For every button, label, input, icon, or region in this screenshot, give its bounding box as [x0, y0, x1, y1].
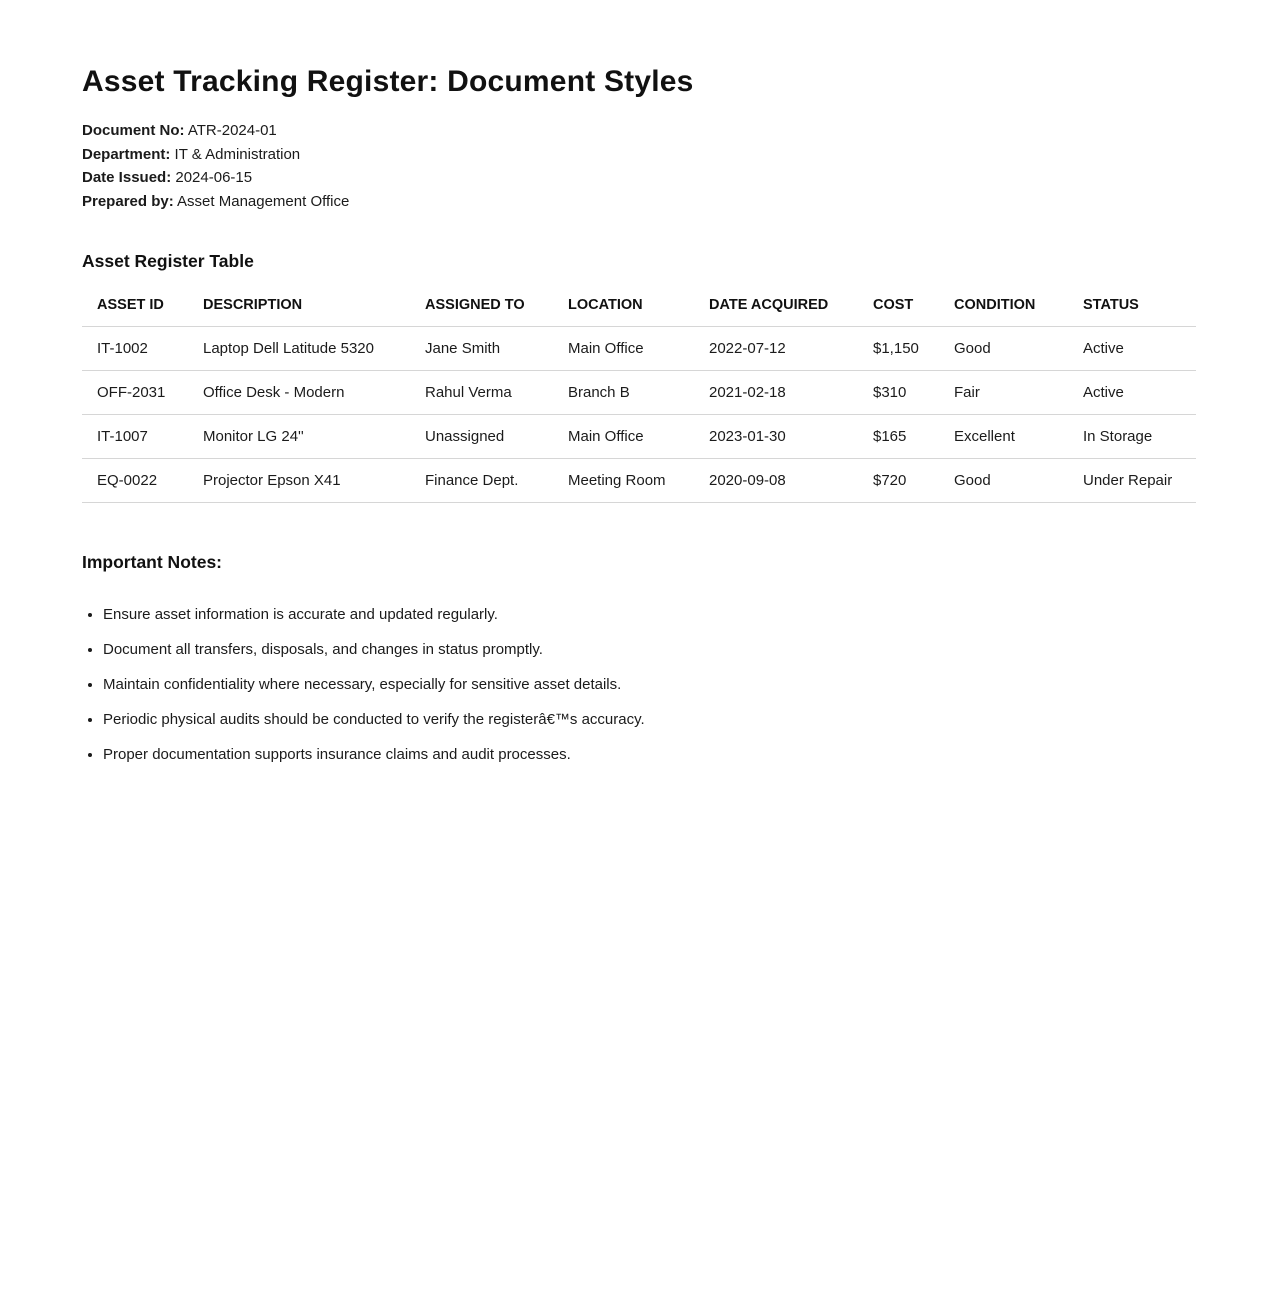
notes-list: [82, 605, 1196, 765]
cell-location: Main Office: [553, 415, 694, 459]
cell-assigned-to: Jane Smith: [410, 327, 553, 371]
meta-date-issued-value: 2024-06-15: [175, 169, 253, 186]
cell-condition: Good: [939, 459, 1068, 503]
table-row: [82, 327, 1196, 371]
column-header-condition: CONDITION: [939, 293, 1068, 327]
meta-document-no-label: Document No:: [82, 122, 185, 139]
column-header-assigned-to: ASSIGNED TO: [410, 293, 553, 327]
cell-status: Active: [1068, 371, 1196, 415]
asset-register-table: [82, 293, 1196, 503]
cell-assigned-to: Unassigned: [410, 415, 553, 459]
list-item: • Maintain confidentiality where necessary, especially for sensitive asset details.: [103, 675, 1196, 695]
cell-description: Monitor LG 24'': [188, 415, 410, 459]
meta-prepared-by-value: Asset Management Office: [177, 192, 350, 210]
cell-location: Main Office: [553, 327, 694, 371]
meta-document-no: [82, 119, 1196, 143]
table-row: [82, 371, 1196, 415]
meta-department-label: Department:: [82, 145, 171, 163]
meta-date-issued: [82, 166, 1196, 190]
cell-cost: $165: [858, 415, 939, 459]
cell-assigned-to: Finance Dept.: [410, 459, 553, 503]
cell-status: In Storage: [1068, 415, 1196, 459]
cell-status: Active: [1068, 327, 1196, 371]
list-item: • Proper documentation supports insurance claims and audit processes.: [103, 745, 1196, 765]
cell-description: Projector Epson X41: [188, 459, 410, 503]
cell-location: Meeting Room: [553, 459, 694, 503]
cell-condition: Good: [939, 327, 1068, 371]
meta-prepared-by: [82, 190, 1196, 214]
cell-asset-id: IT-1007: [82, 415, 188, 459]
cell-description: Office Desk - Modern: [188, 371, 410, 415]
column-header-description: DESCRIPTION: [188, 293, 410, 327]
notes-section-heading: Important Notes:: [82, 552, 222, 572]
cell-asset-id: OFF-2031: [82, 371, 188, 415]
list-item: • Document all transfers, disposals, and changes in status promptly.: [103, 640, 1196, 660]
cell-date-acquired: 2020-09-08: [694, 459, 858, 503]
table-row: [82, 459, 1196, 503]
meta-date-issued-label: Date Issued:: [82, 169, 172, 186]
column-header-asset-id: ASSET ID: [82, 293, 188, 327]
cell-cost: $310: [858, 371, 939, 415]
meta-document-no-value: ATR-2024-01: [187, 122, 277, 139]
cell-cost: $720: [858, 459, 939, 503]
column-header-location: LOCATION: [553, 293, 694, 327]
cell-status: Under Repair: [1068, 459, 1196, 503]
list-item: • Periodic physical audits should be conducted to verify the registerâ€™s accuracy.: [103, 710, 1196, 730]
cell-date-acquired: 2021-02-18: [694, 371, 858, 415]
meta-department: [82, 143, 1196, 167]
cell-assigned-to: Rahul Verma: [410, 371, 553, 415]
document-metadata: [82, 119, 1196, 213]
cell-asset-id: EQ-0022: [82, 459, 188, 503]
page-title: Asset Tracking Register: Document Styles: [82, 65, 694, 98]
column-header-cost: COST: [858, 293, 939, 327]
table-section-heading: Asset Register Table: [82, 251, 254, 271]
cell-asset-id: IT-1002: [82, 327, 188, 371]
column-header-date-acquired: DATE ACQUIRED: [694, 293, 858, 327]
cell-condition: Excellent: [939, 415, 1068, 459]
meta-prepared-by-label: Prepared by:: [82, 192, 174, 210]
cell-date-acquired: 2023-01-30: [694, 415, 858, 459]
cell-cost: $1,150: [858, 327, 939, 371]
cell-location: Branch B: [553, 371, 694, 415]
column-header-status: STATUS: [1068, 293, 1196, 327]
meta-department-value: IT & Administration: [174, 145, 301, 163]
table-row: [82, 415, 1196, 459]
table-header-row: [82, 293, 1196, 327]
list-item: • Ensure asset information is accurate and updated regularly.: [103, 605, 1196, 625]
cell-condition: Fair: [939, 371, 1068, 415]
cell-description: Laptop Dell Latitude 5320: [188, 327, 410, 371]
cell-date-acquired: 2022-07-12: [694, 327, 858, 371]
